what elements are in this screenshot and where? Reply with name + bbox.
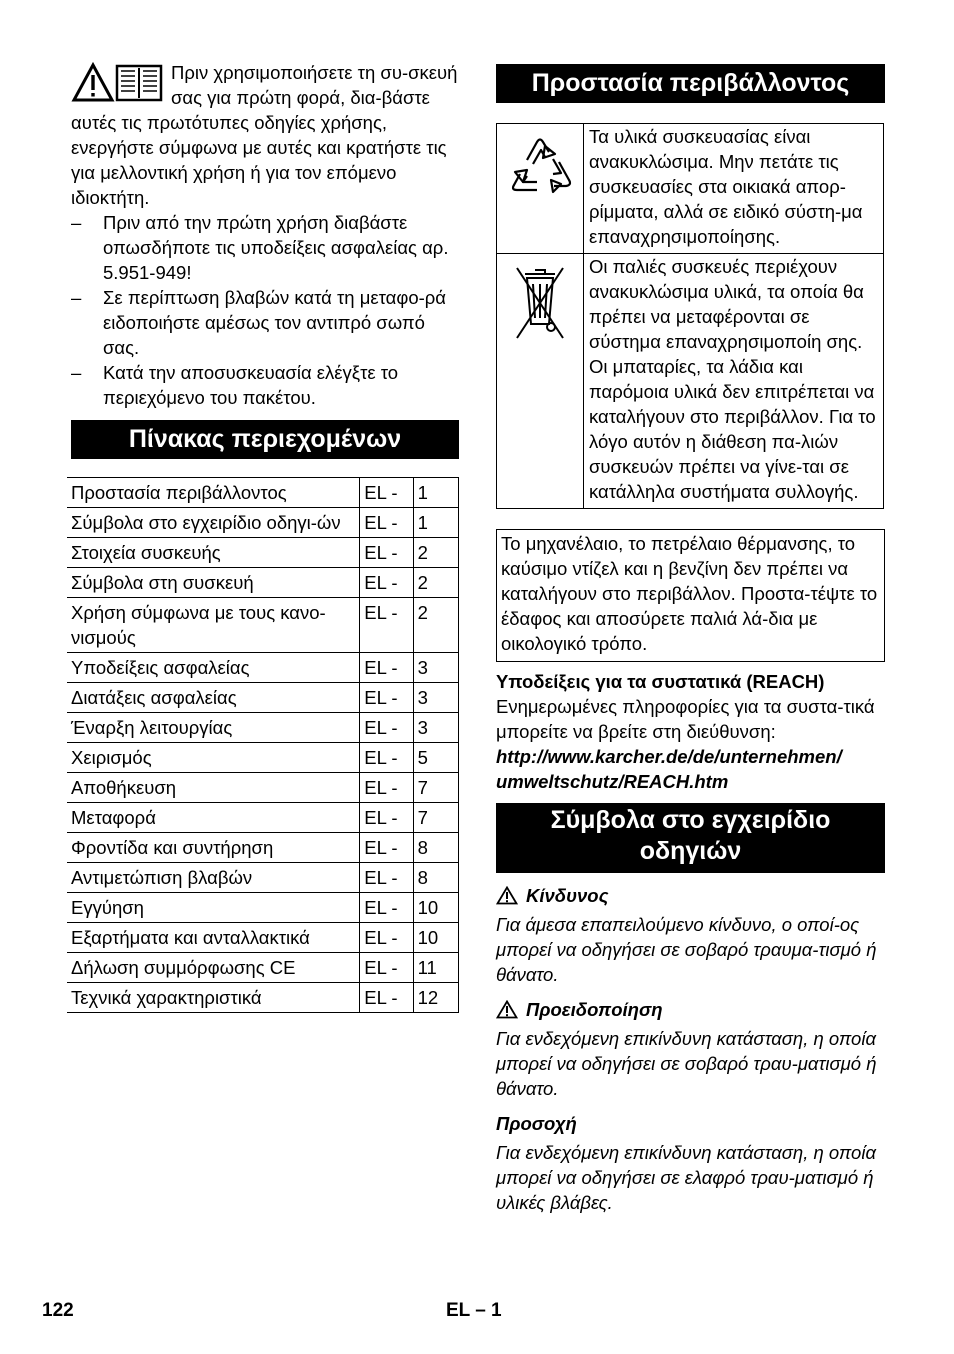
table-row[interactable]	[67, 683, 459, 713]
toc-title: Σύμβολα στο εγχειρίδιο οδηγι-ών	[67, 508, 360, 538]
toc-page: 7	[413, 773, 458, 803]
toc-code: EL -	[360, 863, 413, 893]
toc-page: 12	[413, 983, 458, 1013]
table-row[interactable]	[67, 508, 459, 538]
table-row	[497, 124, 884, 254]
weee-icon-cell	[497, 254, 584, 509]
toc-page: 8	[413, 863, 458, 893]
environment-table	[496, 123, 884, 509]
warning-triangle-icon	[496, 1000, 518, 1019]
table-row[interactable]	[67, 983, 459, 1013]
reach-link-line1[interactable]: http://www.karcher.de/de/unternehmen/	[496, 746, 842, 767]
toc-code: EL -	[360, 923, 413, 953]
symbols-heading-line2: οδηγιών	[639, 837, 742, 865]
toc-code: EL -	[360, 893, 413, 923]
warning-triangle-and-book-icon	[71, 62, 163, 104]
toc-title: Εγγύηση	[67, 893, 360, 923]
symbol-definitions	[496, 883, 885, 1215]
toc-page: 7	[413, 803, 458, 833]
toc-title: Μεταφορά	[67, 803, 360, 833]
symbols-heading-line1: Σύμβολα στο εγχειρίδιο	[550, 806, 831, 834]
toc-code: EL -	[360, 833, 413, 863]
toc-title: Χρήση σύμφωνα με τους κανο-νισμούς	[67, 598, 360, 653]
toc-code: EL -	[360, 598, 413, 653]
toc-title: Υποδείξεις ασφαλείας	[67, 653, 360, 683]
table-row[interactable]	[67, 538, 459, 568]
toc-code: EL -	[360, 478, 413, 508]
toc-code: EL -	[360, 803, 413, 833]
toc-page: 3	[413, 713, 458, 743]
reach-link-line2[interactable]: umweltschutz/REACH.htm	[496, 771, 729, 792]
oil-text: Το μηχανέλαιο, το πετρέλαιο θέρμανσης, το καύσιμο ντίζελ και η βενζίνη δεν πρέπει να καταλήγουν στο περιβάλλον. Προστα-τέψτε το έδαφος και αποσύρετε παλιά λά-δια με οικολογικό τρόπο.	[501, 533, 878, 654]
toc-title: Αποθήκευση	[67, 773, 360, 803]
recycle-text: Τα υλικά συσκευασίας είναι ανακυκλώσιμα. Μην πετάτε τις συσκευασίες στα οικιακά απορ-ρίμματα, αλλά σε ειδικό σύστη-μα επαναχρησιμοποίησης.	[584, 124, 884, 254]
toc-title: Τεχνικά χαρακτηριστικά	[67, 983, 360, 1013]
toc-page: 1	[413, 508, 458, 538]
reach-title: Υποδείξεις για τα συστατικά (REACH)	[496, 671, 825, 692]
toc-page: 10	[413, 893, 458, 923]
toc-code: EL -	[360, 683, 413, 713]
toc-code: EL -	[360, 508, 413, 538]
toc-code: EL -	[360, 713, 413, 743]
table-row[interactable]	[67, 568, 459, 598]
reach-text: Ενημερωμένες πληροφορίες για τα συστα-τικά μπορείτε να βρείτε στη διεύθυνση:	[496, 696, 875, 742]
intro-bullets	[71, 210, 459, 410]
toc-table	[67, 477, 459, 1013]
table-row[interactable]	[67, 478, 459, 508]
toc-title: Φροντίδα και συντήρηση	[67, 833, 360, 863]
table-row[interactable]	[67, 713, 459, 743]
list-item: – Πριν από την πρώτη χρήση διαβάστε οπωσδήποτε τις υποδείξεις ασφαλείας αρ. 5.951-949!	[71, 210, 459, 285]
warning-manual-icons	[71, 62, 163, 104]
toc-page: 3	[413, 653, 458, 683]
table-row[interactable]	[67, 598, 459, 653]
table-row[interactable]	[67, 653, 459, 683]
danger-text: Για άμεσα επαπειλούμενο κίνδυνο, ο οποί-ος μπορεί να οδηγήσει σε σοβαρό τραυμα-τισμό ή θάνατο.	[496, 914, 877, 985]
table-row[interactable]	[67, 743, 459, 773]
caution-text: Για ενδεχόμενη επικίνδυνη κατάσταση, η οποία μπορεί να οδηγήσει σε ελαφρό τραυ-ματισμό ή υλικές βλάβες.	[496, 1142, 876, 1213]
toc-title: Αντιμετώπιση βλαβών	[67, 863, 360, 893]
warning-label-text: Προειδοποίηση	[526, 999, 663, 1020]
environment-heading: Προστασία περιβάλλοντος	[496, 64, 885, 103]
list-item: – Κατά την αποσυσκευασία ελέγξτε το περιεχόμενο του πακέτου.	[71, 360, 459, 410]
table-row	[497, 254, 884, 509]
toc-page: 2	[413, 598, 458, 653]
recycle-icon	[503, 130, 577, 206]
toc-code: EL -	[360, 983, 413, 1013]
toc-heading: Πίνακας περιεχομένων	[71, 420, 459, 459]
oil-notice-box	[496, 529, 885, 662]
toc-code: EL -	[360, 653, 413, 683]
table-row[interactable]	[67, 893, 459, 923]
toc-code: EL -	[360, 743, 413, 773]
crossed-bin-icon	[511, 260, 569, 344]
toc-page: 2	[413, 568, 458, 598]
toc-page: 8	[413, 833, 458, 863]
toc-code: EL -	[360, 773, 413, 803]
caution-label	[496, 1111, 885, 1136]
left-column	[71, 60, 459, 1013]
danger-label	[496, 883, 885, 908]
warning-triangle-icon	[496, 886, 518, 905]
toc-page: 2	[413, 538, 458, 568]
table-row[interactable]	[67, 923, 459, 953]
toc-title: Δήλωση συμμόρφωσης CE	[67, 953, 360, 983]
toc-title: Χειρισμός	[67, 743, 360, 773]
toc-title: Στοιχεία συσκευής	[67, 538, 360, 568]
right-column	[496, 64, 885, 1215]
table-row[interactable]	[67, 863, 459, 893]
symbols-heading	[496, 803, 885, 873]
caution-label-text: Προσοχή	[496, 1113, 577, 1134]
table-row[interactable]	[67, 803, 459, 833]
warning-label	[496, 997, 885, 1022]
page-number: 122	[42, 1300, 74, 1321]
toc-title: Διατάξεις ασφαλείας	[67, 683, 360, 713]
toc-page: 11	[413, 953, 458, 983]
intro-text: Πριν χρησιμοποιήσετε τη συ-σκευή σας για πρώτη φορά, δια-βάστε αυτές τις πρωτότυπες οδηγίες χρήσης, ενεργήστε σύμφωνα με αυτές και κρατήστε τις για μελλοντική χρήση ή για τον επόμενο ιδιοκτήτη.	[71, 62, 458, 208]
recycle-icon-cell	[497, 124, 584, 254]
toc-title: Σύμβολα στη συσκευή	[67, 568, 360, 598]
table-row[interactable]	[67, 773, 459, 803]
table-row[interactable]	[67, 833, 459, 863]
weee-text: Οι παλιές συσκευές περιέχουν ανακυκλώσιμα υλικά, τα οποία θα πρέπει να μεταφέρονται σε σύστημα επαναχρησιμοποίη σης. Οι μπαταρίες, τα λάδια και παρόμοια υλικά δεν επιτρέπεται να καταλήγουν στο περιβάλλον. Για το λόγο αυτόν η διάθεση πα-λιών συσκευών πρέπει να γίνε-ται σε κατάλληλα συστήματα συλλογής.	[584, 254, 884, 509]
toc-page: 3	[413, 683, 458, 713]
toc-code: EL -	[360, 953, 413, 983]
toc-page: 10	[413, 923, 458, 953]
toc-page: 5	[413, 743, 458, 773]
toc-code: EL -	[360, 538, 413, 568]
danger-label-text: Κίνδυνος	[526, 885, 609, 906]
intro-section	[71, 60, 459, 410]
toc-title: Έναρξη λειτουργίας	[67, 713, 360, 743]
toc-page: 1	[413, 478, 458, 508]
toc-title: Προστασία περιβάλλοντος	[67, 478, 360, 508]
toc-title: Εξαρτήματα και ανταλλακτικά	[67, 923, 360, 953]
language-page-indicator: EL – 1	[446, 1300, 502, 1321]
warning-text: Για ενδεχόμενη επικίνδυνη κατάσταση, η οποία μπορεί να οδηγήσει σε σοβαρό τραυ-ματισμό ή θάνατο.	[496, 1028, 877, 1099]
toc-code: EL -	[360, 568, 413, 598]
table-row[interactable]	[67, 953, 459, 983]
list-item: – Σε περίπτωση βλαβών κατά τη μεταφο-ρά ειδοποιήστε αμέσως τον αντιπρό σωπό σας.	[71, 285, 459, 360]
